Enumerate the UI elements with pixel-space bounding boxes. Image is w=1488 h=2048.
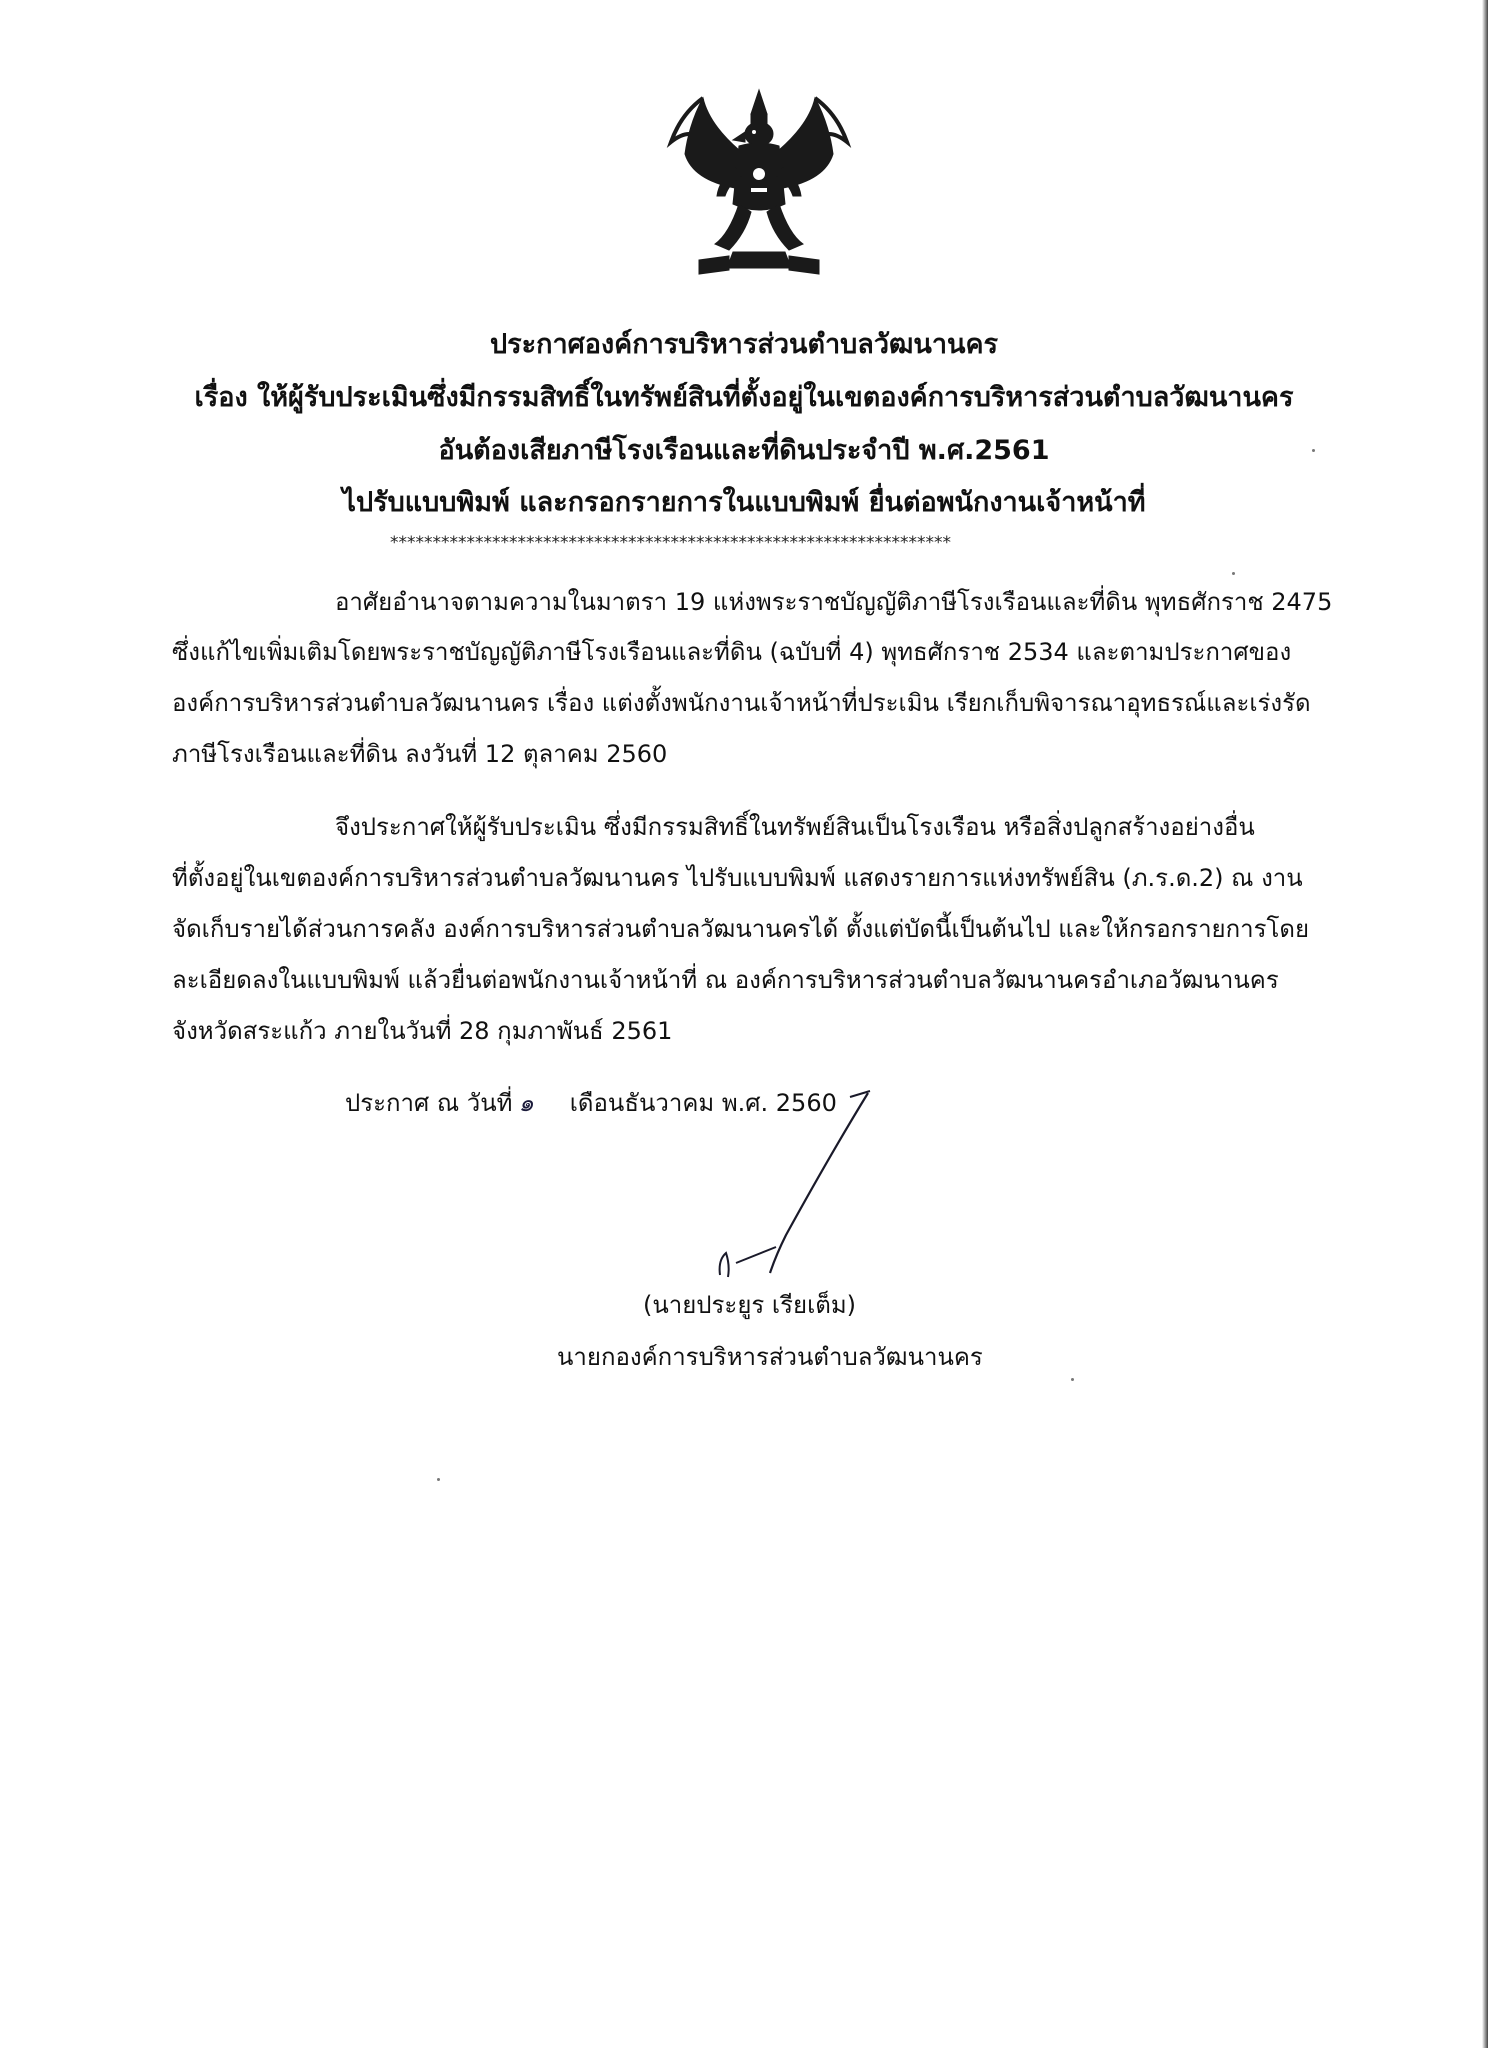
subject-line-1: เรื่อง ให้ผู้รับประเมินซึ่งมีกรรมสิทธิ์ในทรัพย์สินที่ตั้งอยู่ในเขตองค์การบริหารส่วนตำบลวัฒนานคร: [194, 382, 1294, 413]
signer-position: นายกองค์การบริหารส่วนตำบลวัฒนานคร: [557, 1343, 983, 1371]
paragraph2-line-1: จึงประกาศให้ผู้รับประเมิน ซึ่งมีกรรมสิทธิ์ในทรัพย์สินเป็นโรงเรือน หรือสิ่งปลูกสร้างอย่างอื่น: [335, 813, 1255, 841]
paragraph2-line-5: จังหวัดสระแก้ว ภายในวันที่ 28 กุมภาพันธ์ 2561: [172, 1017, 673, 1045]
paragraph1-line-1: อาศัยอำนาจตามความในมาตรา 19 แห่งพระราชบัญญัติภาษีโรงเรือนและที่ดิน พุทธศักราช 2475: [335, 588, 1333, 616]
date-month-year: เดือนธันวาคม พ.ศ. 2560: [569, 1089, 837, 1117]
paragraph2-line-3: จัดเก็บรายได้ส่วนการคลัง องค์การบริหารส่วนตำบลวัฒนานครได้ ตั้งแต่บัดนี้เป็นต้นไป และให้กรอกรายการโดย: [172, 915, 1310, 943]
subject-line-3: ไปรับแบบพิมพ์ และกรอกรายการในแบบพิมพ์ ยื่นต่อพนักงานเจ้าหน้าที่: [342, 487, 1146, 518]
scan-edge: [1482, 0, 1488, 2048]
scan-speck: [1071, 1378, 1074, 1381]
signer-name: (นายประยูร เรียเต็ม): [643, 1291, 857, 1319]
date-day-handwritten: ๑: [518, 1089, 534, 1117]
scan-speck: [1232, 572, 1235, 575]
garuda-emblem-icon: [659, 84, 859, 284]
separator-line: ******************************************************************: [390, 533, 951, 553]
date-prefix: ประกาศ ณ วันที่: [345, 1089, 513, 1117]
document-title: ประกาศองค์การบริหารส่วนตำบลวัฒนานคร: [489, 329, 999, 360]
paragraph1-line-4: ภาษีโรงเรือนและที่ดิน ลงวันที่ 12 ตุลาคม 2560: [172, 740, 668, 768]
paragraph2-line-2: ที่ตั้งอยู่ในเขตองค์การบริหารส่วนตำบลวัฒนานคร ไปรับแบบพิมพ์ แสดงรายการแห่งทรัพย์สิน (ภ.ร.ด.2) ณ งาน: [172, 864, 1303, 892]
paragraph1-line-3: องค์การบริหารส่วนตำบลวัฒนานคร เรื่อง แต่งตั้งพนักงานเจ้าหน้าที่ประเมิน เรียกเก็บพิจารณาอุทธรณ์และเร่งรัด: [172, 689, 1311, 717]
paragraph2-line-4: ละเอียดลงในแบบพิมพ์ แล้วยื่นต่อพนักงานเจ้าหน้าที่ ณ องค์การบริหารส่วนตำบลวัฒนานครอำเภอวัฒนานคร: [172, 966, 1279, 994]
paragraph1-line-2: ซึ่งแก้ไขเพิ่มเติมโดยพระราชบัญญัติภาษีโรงเรือนและที่ดิน (ฉบับที่ 4) พุทธศักราช 2534 และตามประกาศของ: [172, 638, 1292, 666]
scan-speck: [437, 1478, 440, 1481]
signature-image: [700, 1085, 880, 1285]
scan-speck: [1312, 449, 1315, 452]
subject-line-2: อันต้องเสียภาษีโรงเรือนและที่ดินประจำปี พ.ศ.2561: [438, 435, 1050, 466]
